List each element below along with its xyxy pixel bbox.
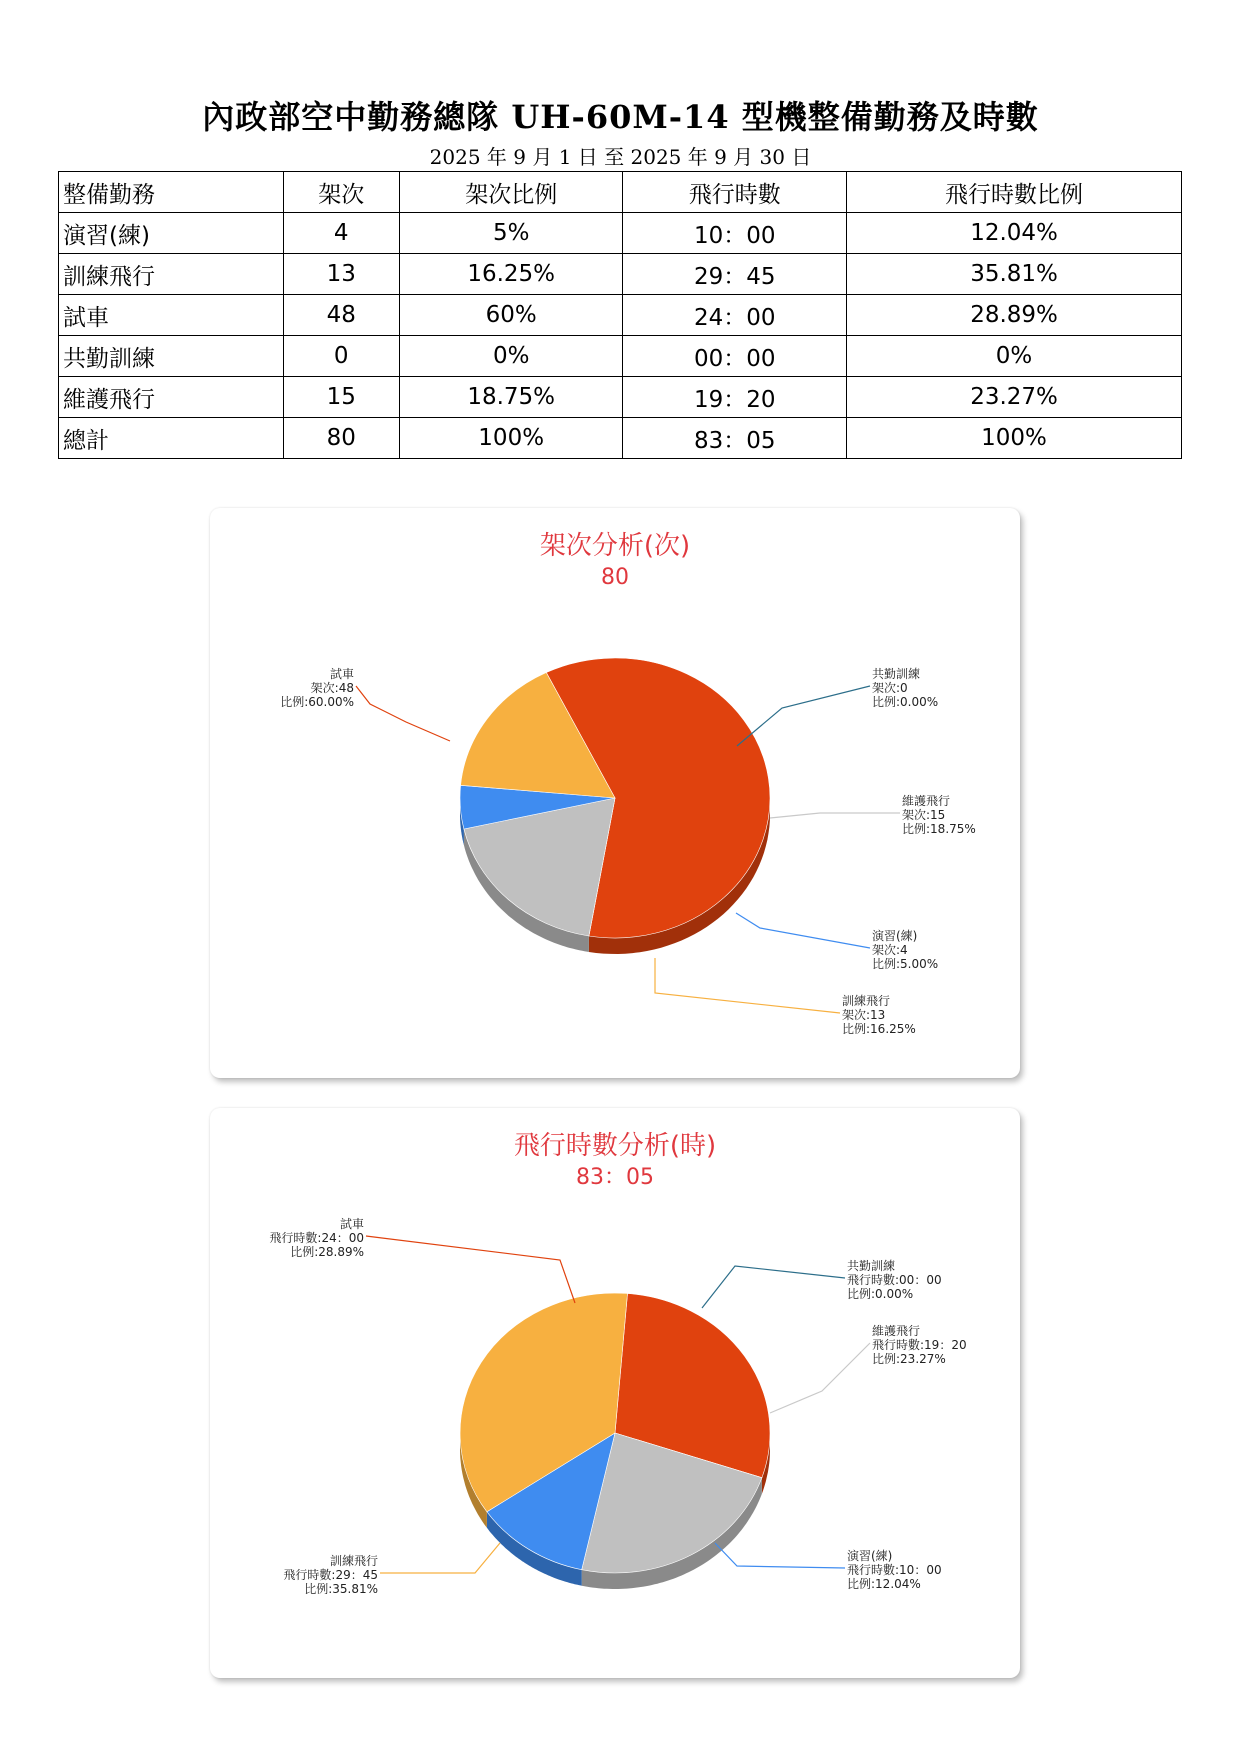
data-label: 架次:15 [902,808,946,822]
leader-line [770,1343,870,1413]
data-label: 比例:35.81% [304,1582,378,1596]
table-cell: 28.89% [847,295,1182,336]
table-cell: 共勤訓練 [59,336,284,377]
pie-slices [460,658,770,938]
table-cell: 5% [399,213,623,254]
leader-line [702,1266,845,1308]
data-label: 比例:18.75% [902,822,976,836]
data-label: 架次:48 [310,681,354,695]
table-cell: 15 [283,377,399,418]
chart-total: 80 [601,565,629,590]
data-label: 訓練飛行 [842,994,891,1008]
leader-line [366,1236,575,1303]
data-label: 共勤訓練 [847,1259,896,1273]
table-row [59,295,1182,336]
data-label: 架次:13 [842,1008,886,1022]
data-label: 試車 [339,1217,364,1231]
summary-table [58,171,1182,459]
chart-title: 架次分析(次) [539,531,691,561]
data-label: 維護飛行 [872,1324,921,1338]
data-label: 飛行時數:10：00 [847,1563,942,1577]
table-cell: 總計 [59,418,284,459]
table-cell: 維護飛行 [59,377,284,418]
table-cell: 24：00 [623,295,847,336]
table-cell: 60% [399,295,623,336]
leader-line [356,686,450,741]
data-label: 比例:23.27% [872,1352,946,1366]
data-label: 比例:16.25% [842,1022,916,1036]
table-cell: 16.25% [399,254,623,295]
data-label: 訓練飛行 [329,1554,378,1568]
chart-title: 飛行時數分析(時) [513,1131,717,1161]
data-label: 飛行時數:29：45 [283,1568,378,1582]
table-cell: 00：00 [623,336,847,377]
table-row [59,254,1182,295]
table-cell: 0 [283,336,399,377]
table-cell: 35.81% [847,254,1182,295]
table-cell: 100% [847,418,1182,459]
data-label: 架次:0 [872,681,908,695]
chart-total: 83：05 [576,1165,654,1190]
data-label: 維護飛行 [902,794,951,808]
data-label: 飛行時數:24：00 [269,1231,364,1245]
table-cell: 48 [283,295,399,336]
table-cell: 12.04% [847,213,1182,254]
table-cell: 試車 [59,295,284,336]
table-cell: 83：05 [623,418,847,459]
table-cell: 0% [399,336,623,377]
leader-line [770,813,900,818]
table-cell: 演習(練) [59,213,284,254]
table-cell: 13 [283,254,399,295]
table-cell: 10：00 [623,213,847,254]
leader-line [736,913,870,948]
table-cell: 19：20 [623,377,847,418]
table-header-row [59,172,1182,213]
data-label: 試車 [329,667,354,681]
column-header: 整備勤務 [59,172,284,213]
leader-line [715,1543,845,1568]
data-label: 比例:5.00% [872,957,939,971]
column-header: 飛行時數 [623,172,847,213]
table-cell: 4 [283,213,399,254]
data-label: 比例:12.04% [847,1577,921,1591]
table-row [59,336,1182,377]
table-cell: 100% [399,418,623,459]
leader-line [655,958,840,1013]
pie-slices [460,1293,770,1573]
data-label: 飛行時數:19：20 [872,1338,967,1352]
table-row-total [59,418,1182,459]
data-label: 比例:60.00% [280,695,354,709]
data-label: 比例:28.89% [290,1245,364,1259]
leader-line [737,686,870,746]
table-cell: 18.75% [399,377,623,418]
table-cell: 23.27% [847,377,1182,418]
flight-hours-pie-chart [210,1108,1020,1678]
data-label: 比例:0.00% [847,1287,914,1301]
table-cell: 0% [847,336,1182,377]
column-header: 架次 [283,172,399,213]
column-header: 架次比例 [399,172,623,213]
leader-line [380,1543,500,1573]
table-row [59,377,1182,418]
table-cell: 80 [283,418,399,459]
flight-hours-chart-card [210,1108,1020,1678]
data-label: 演習(練) [872,929,918,943]
page-title: 內政部空中勤務總隊 UH-60M-14 型機整備勤務及時數 [202,98,1039,136]
data-label: 演習(練) [847,1549,893,1563]
table-row [59,213,1182,254]
data-label: 共勤訓練 [872,667,921,681]
table-cell: 29：45 [623,254,847,295]
table-cell: 訓練飛行 [59,254,284,295]
data-label: 架次:4 [872,943,908,957]
date-range: 2025 年 9 月 1 日 至 2025 年 9 月 30 日 [429,145,812,169]
column-header: 飛行時數比例 [847,172,1182,213]
sorties-chart-card [210,508,1020,1078]
data-label: 飛行時數:00：00 [847,1273,942,1287]
data-label: 比例:0.00% [872,695,939,709]
sorties-pie-chart [210,508,1020,1078]
